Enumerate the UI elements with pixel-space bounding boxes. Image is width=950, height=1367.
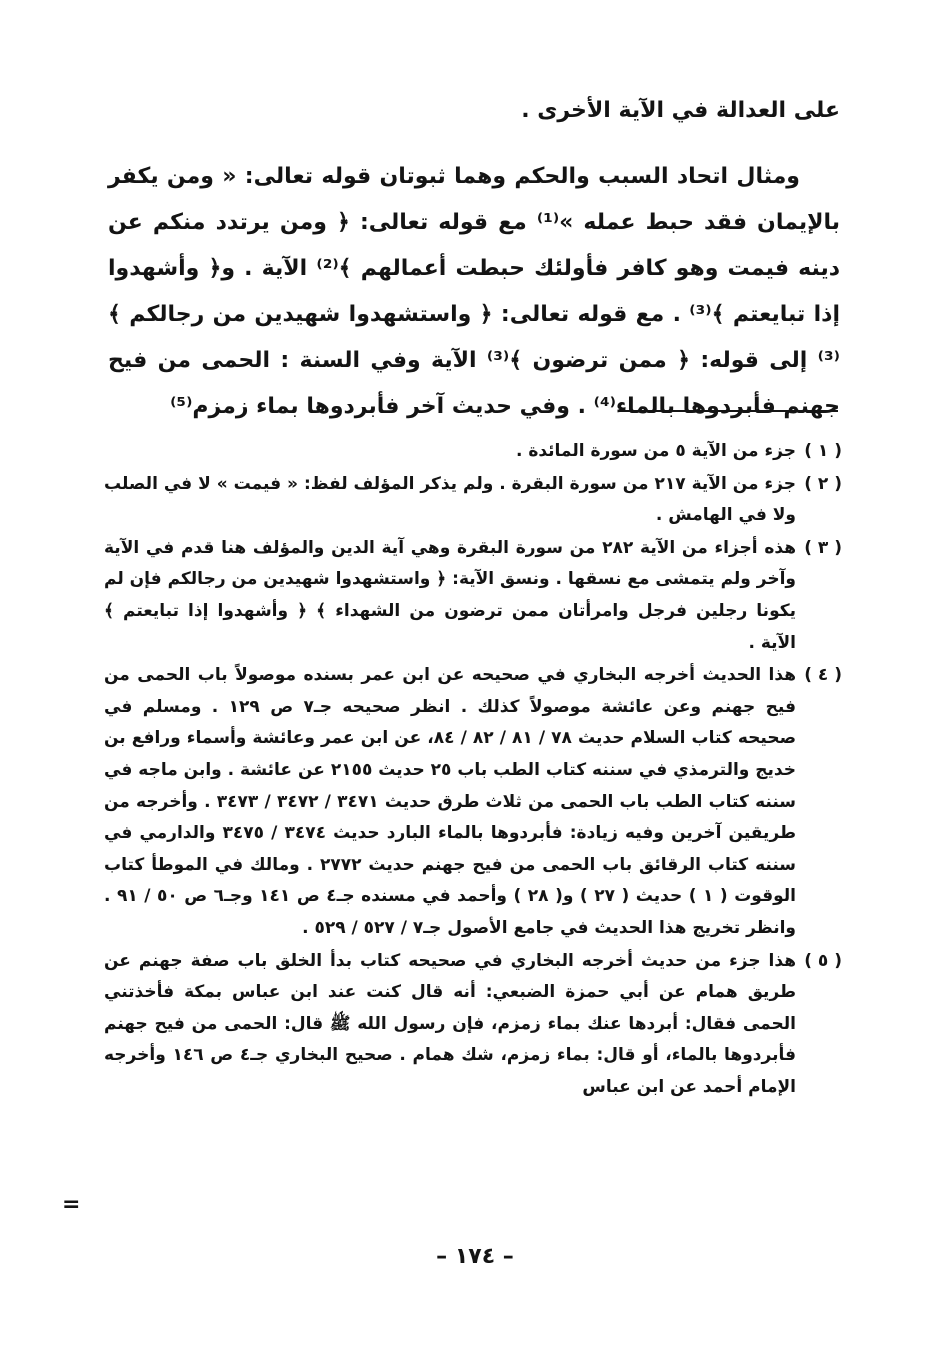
footnote-separator <box>618 410 838 412</box>
continuation-mark: = <box>62 1192 81 1217</box>
footnote-5 <box>104 946 842 1104</box>
footnote-text: جزء من الآية ٥ من سورة المائدة . <box>515 441 796 461</box>
footnote-text: جزء من الآية ٢١٧ من سورة البقرة . ولم يذكر المؤلف لفظ: « فيمت » لا في الصلب ولا في الهامش . <box>104 473 796 526</box>
footnote-text: هذا الحديث أخرجه البخاري في صحيحه عن ابن عمر بسنده موصولاً باب الحمى من فيح جهنم وعن عائشة موصولاً كذلك . انظر صحيحه جـ٧ ص ١٢٩ . ومسلم في صحيحه كتاب السلام حديث ٧٨ / ٨١ / ٨٢ / ٨٤، عن ابن عمر وعائشة وأسماء ورافع بن خديج والترمذي في سننه كتاب الطب باب ٢٥ حديث ٢١٥٥ عن عائشة . وابن ماجه في سننه كتاب الطب باب الحمى من ثلاث طرق حديث ٣٤٧١ / ٣٤٧٢ / ٣٤٧٣ . وأخرجه من طريقين آخرين وفيه زيادة: فأبردوها بالماء البارد حديث ٣٤٧٤ / ٣٤٧٥ والدارمي في سننه كتاب الرقائق باب الحمى من فيح جهنم حديث ٢٧٧٢ . ومالك في الموطأ كتاب الوقوت ( ١ ) حديث ( ٢٧ ) و( ٢٨ ) وأحمد في مسنده جـ٤ ص ١٤١ وجـ٦ ص ٥٠ / ٩١ . وانظر تخريج هذا الحديث في جامع الأصول جـ٧ / ٥٢٧ / ٥٢٩ . <box>104 665 797 938</box>
main-paragraph-2: ومثال اتحاد السبب والحكم وهما ثبوتان قوله تعالى: « ومن يكفر بالإيمان فقد حبط عمله »⁽¹⁾ مع قوله تعالى: ﴿ ومن يرتدد منكم عن دينه فيمت وهو كافر فأولئك حبطت أعمالهم ﴾⁽²⁾ الآية . و﴿ وأشهدوا إذا تبايعتم ﴾⁽³⁾ . مع قوله تعالى: ﴿ واستشهدوا شهيدين من رجالكم ﴾⁽³⁾ إلى قوله: ﴿ ممن ترضون ﴾⁽³⁾ الآية وفي السنة : الحمى من فيح جهنم فأبردوها بالماء⁽⁴⁾ . وفي حديث آخر فأبردوها بماء زمزم⁽⁵⁾ <box>108 164 841 419</box>
footnote-4 <box>104 660 842 944</box>
footnote-number: ( ١ ) <box>804 441 842 461</box>
footnote-number: ( ٣ ) <box>804 537 842 558</box>
footnote-3 <box>104 533 842 659</box>
footnote-number: ( ٥ ) <box>804 950 842 971</box>
footnote-number: ( ٢ ) <box>804 473 842 494</box>
main-paragraph-1: على العدالة في الآية الأخرى . <box>521 98 840 123</box>
main-text-block <box>108 88 840 430</box>
footnote-number: ( ٤ ) <box>804 665 842 686</box>
footnotes-block <box>104 436 842 1104</box>
page-number: – ١٧٤ – <box>436 1244 514 1269</box>
footnote-1 <box>104 436 842 468</box>
footnote-text: هذا جزء من حديث أخرجه البخاري في صحيحه كتاب بدأ الخلق باب صفة جهنم عن طريق همام عن أبي حمزة الضبعي: أنه قال كنت عند ابن عباس بمكة فأخذتني الحمى فقال: أبردها عنك بماء زمزم، فإن رسول الله ﷺ قال: الحمى من فيح جهنم فأبردوها بالماء، أو قال: بماء زمزم، شك همام . صحيح البخاري جـ٤ ص ١٤٦ وأخرجه الإمام أحمد عن ابن عباس <box>104 950 796 1097</box>
footnote-2 <box>104 469 842 532</box>
footnote-text: هذه أجزاء من الآية ٢٨٢ من سورة البقرة وهي آية الدين والمؤلف هنا قدم في الآية وآخر ولم يتمشى مع نسقها . ونسق الآية: ﴿ واستشهدوا شهيدين من رجالكم فإن لم يكونا رجلين فرجل وامرأتان ممن ترضون من الشهداء ﴾ ﴿ وأشهدوا إذا تبايعتم ﴾ الآية . <box>104 537 796 653</box>
